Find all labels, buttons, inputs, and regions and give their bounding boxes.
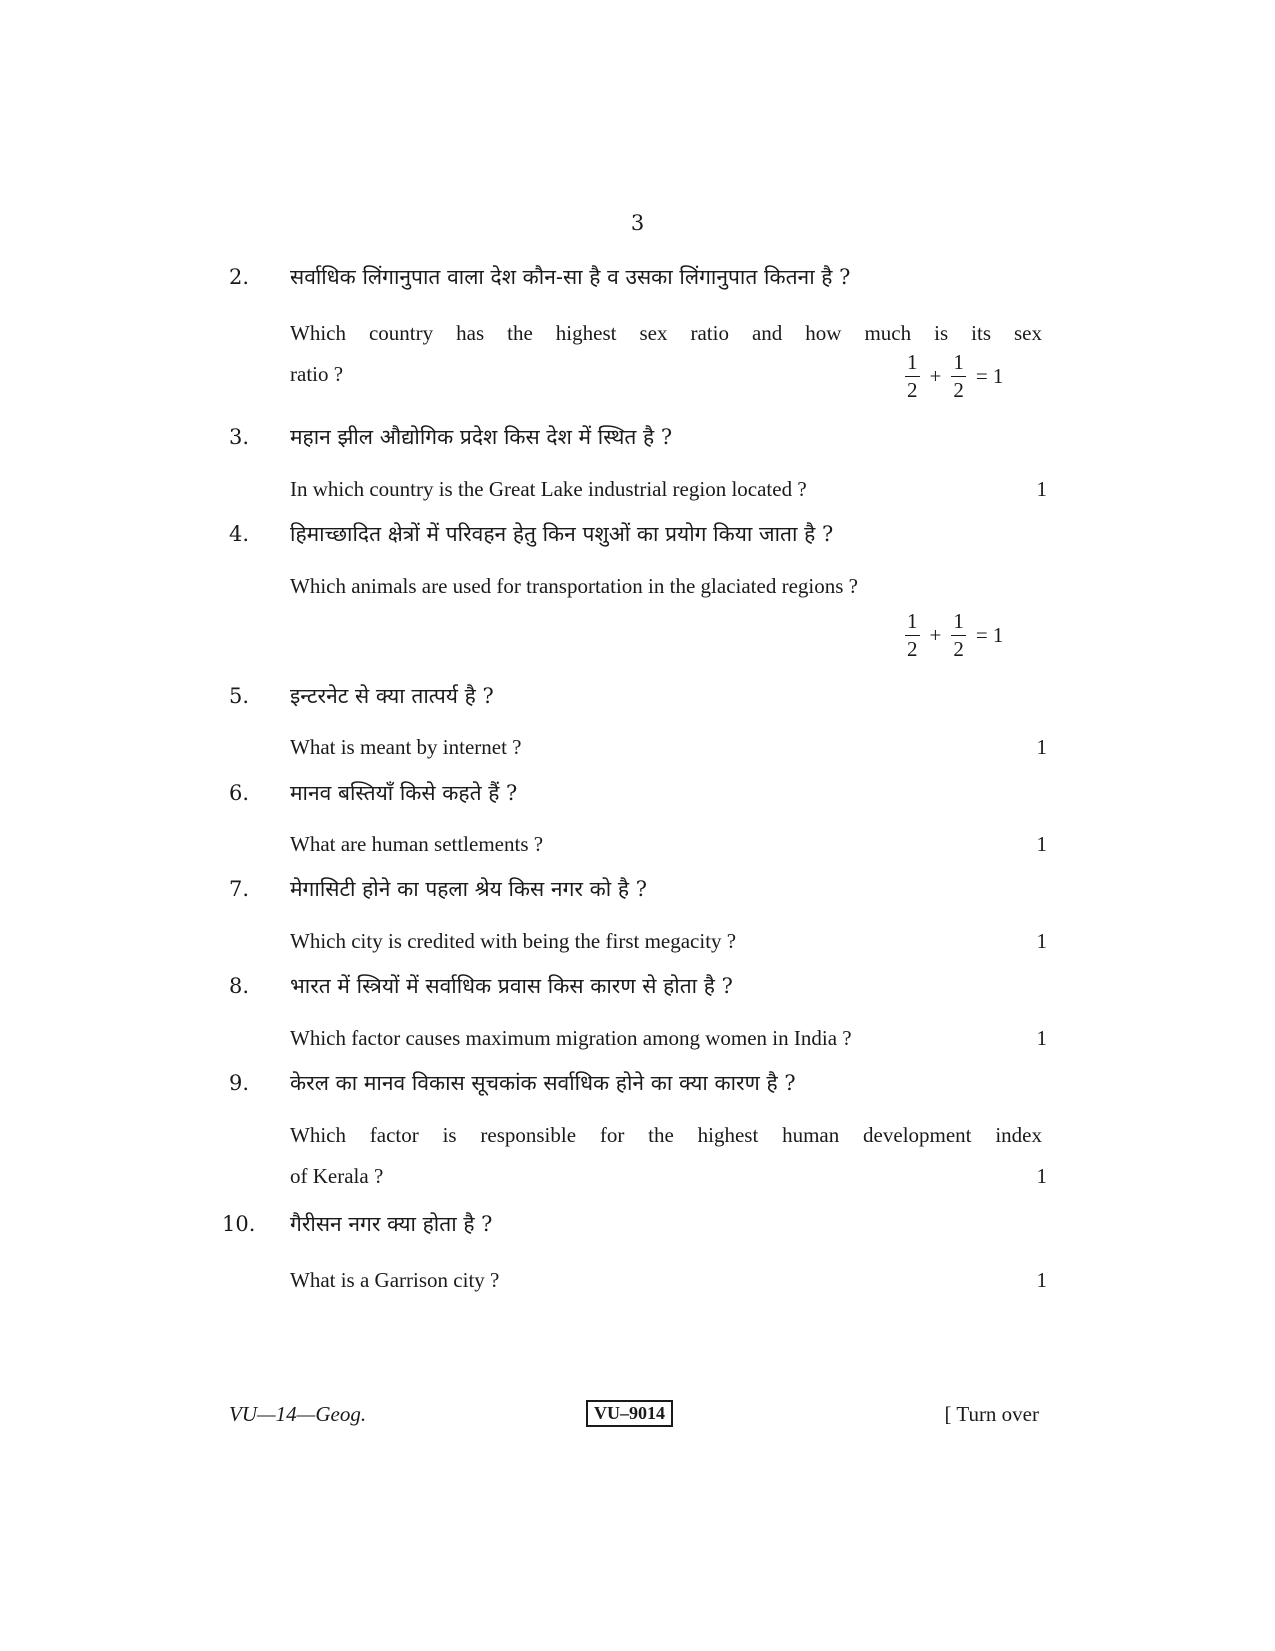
fraction-half: $\frac{1}{2}$ — [907, 609, 918, 661]
question-number: 5. — [229, 684, 250, 708]
question-english-cont: ratio ? — [290, 362, 344, 386]
question-hindi: हिमाच्छादित क्षेत्रों में परिवहन हेतु किन पशुओं का प्रयोग किया जाता है ? — [290, 522, 834, 546]
question-english: In which country is the Great Lake industrial region located ? — [290, 477, 807, 501]
question-english: Which factor causes maximum migration among women in India ? — [290, 1026, 852, 1050]
question-hindi: मानव बस्तियाँ किसे कहते हैं ? — [290, 781, 518, 805]
fraction-half: $\frac{1}{2}$ — [907, 350, 918, 402]
question-number: 2. — [229, 265, 250, 289]
footer-subject-code: VU—14—Geog. — [229, 1402, 367, 1426]
marks: 1 — [1036, 1268, 1047, 1292]
question-number: 3. — [229, 425, 250, 449]
marks: 1 — [1036, 1026, 1047, 1050]
question-english: Which animals are used for transportation in the glaciated regions ? — [290, 574, 858, 598]
question-hindi: मेगासिटी होने का पहला श्रेय किस नगर को है ? — [290, 877, 647, 901]
question-english: Which factor is responsible for the highest human development index — [290, 1123, 1042, 1147]
question-english: What is a Garrison city ? — [290, 1268, 500, 1292]
page-number: 3 — [630, 211, 645, 235]
marks: 1 — [1036, 929, 1047, 953]
question-number: 6. — [229, 781, 250, 805]
marks: 1 — [1036, 735, 1047, 759]
question-english: What are human settlements ? — [290, 832, 544, 856]
question-hindi: सर्वाधिक लिंगानुपात वाला देश कौन-सा है व उसका लिंगानुपात कितना है ? — [290, 265, 851, 289]
question-english: Which country has the highest sex ratio and how much is its sex — [290, 321, 1042, 345]
fraction-half: $\frac{1}{2}$ — [953, 350, 964, 402]
question-number: 4. — [229, 522, 250, 546]
marks: 1 — [1036, 1164, 1047, 1188]
question-number: 8. — [229, 974, 250, 998]
marks-fraction: $\frac{1}{2}$ + $\frac{1}{2}$ = 1 — [907, 609, 1004, 661]
question-number: 7. — [229, 877, 250, 901]
footer-turn-over: [ Turn over — [944, 1402, 1039, 1426]
question-hindi: महान झील औद्योगिक प्रदेश किस देश में स्थित है ? — [290, 425, 673, 449]
footer-paper-code: VU–9014 — [586, 1400, 673, 1427]
question-english-cont: of Kerala ? — [290, 1164, 384, 1188]
question-number: 10. — [222, 1212, 256, 1236]
question-hindi: गैरीसन नगर क्या होता है ? — [290, 1212, 493, 1236]
question-english: Which city is credited with being the first megacity ? — [290, 929, 737, 953]
fraction-half: $\frac{1}{2}$ — [953, 609, 964, 661]
question-hindi: इन्टरनेट से क्या तात्पर्य है ? — [290, 684, 494, 708]
marks-fraction: $\frac{1}{2}$ + $\frac{1}{2}$ = 1 — [907, 350, 1004, 402]
marks: 1 — [1036, 832, 1047, 856]
question-hindi: भारत में स्त्रियों में सर्वाधिक प्रवास किस कारण से होता है ? — [290, 974, 733, 998]
question-english: What is meant by internet ? — [290, 735, 522, 759]
question-number: 9. — [229, 1071, 250, 1095]
marks: 1 — [1036, 477, 1047, 501]
question-hindi: केरल का मानव विकास सूचकांक सर्वाधिक होने का क्या कारण है ? — [290, 1071, 796, 1095]
